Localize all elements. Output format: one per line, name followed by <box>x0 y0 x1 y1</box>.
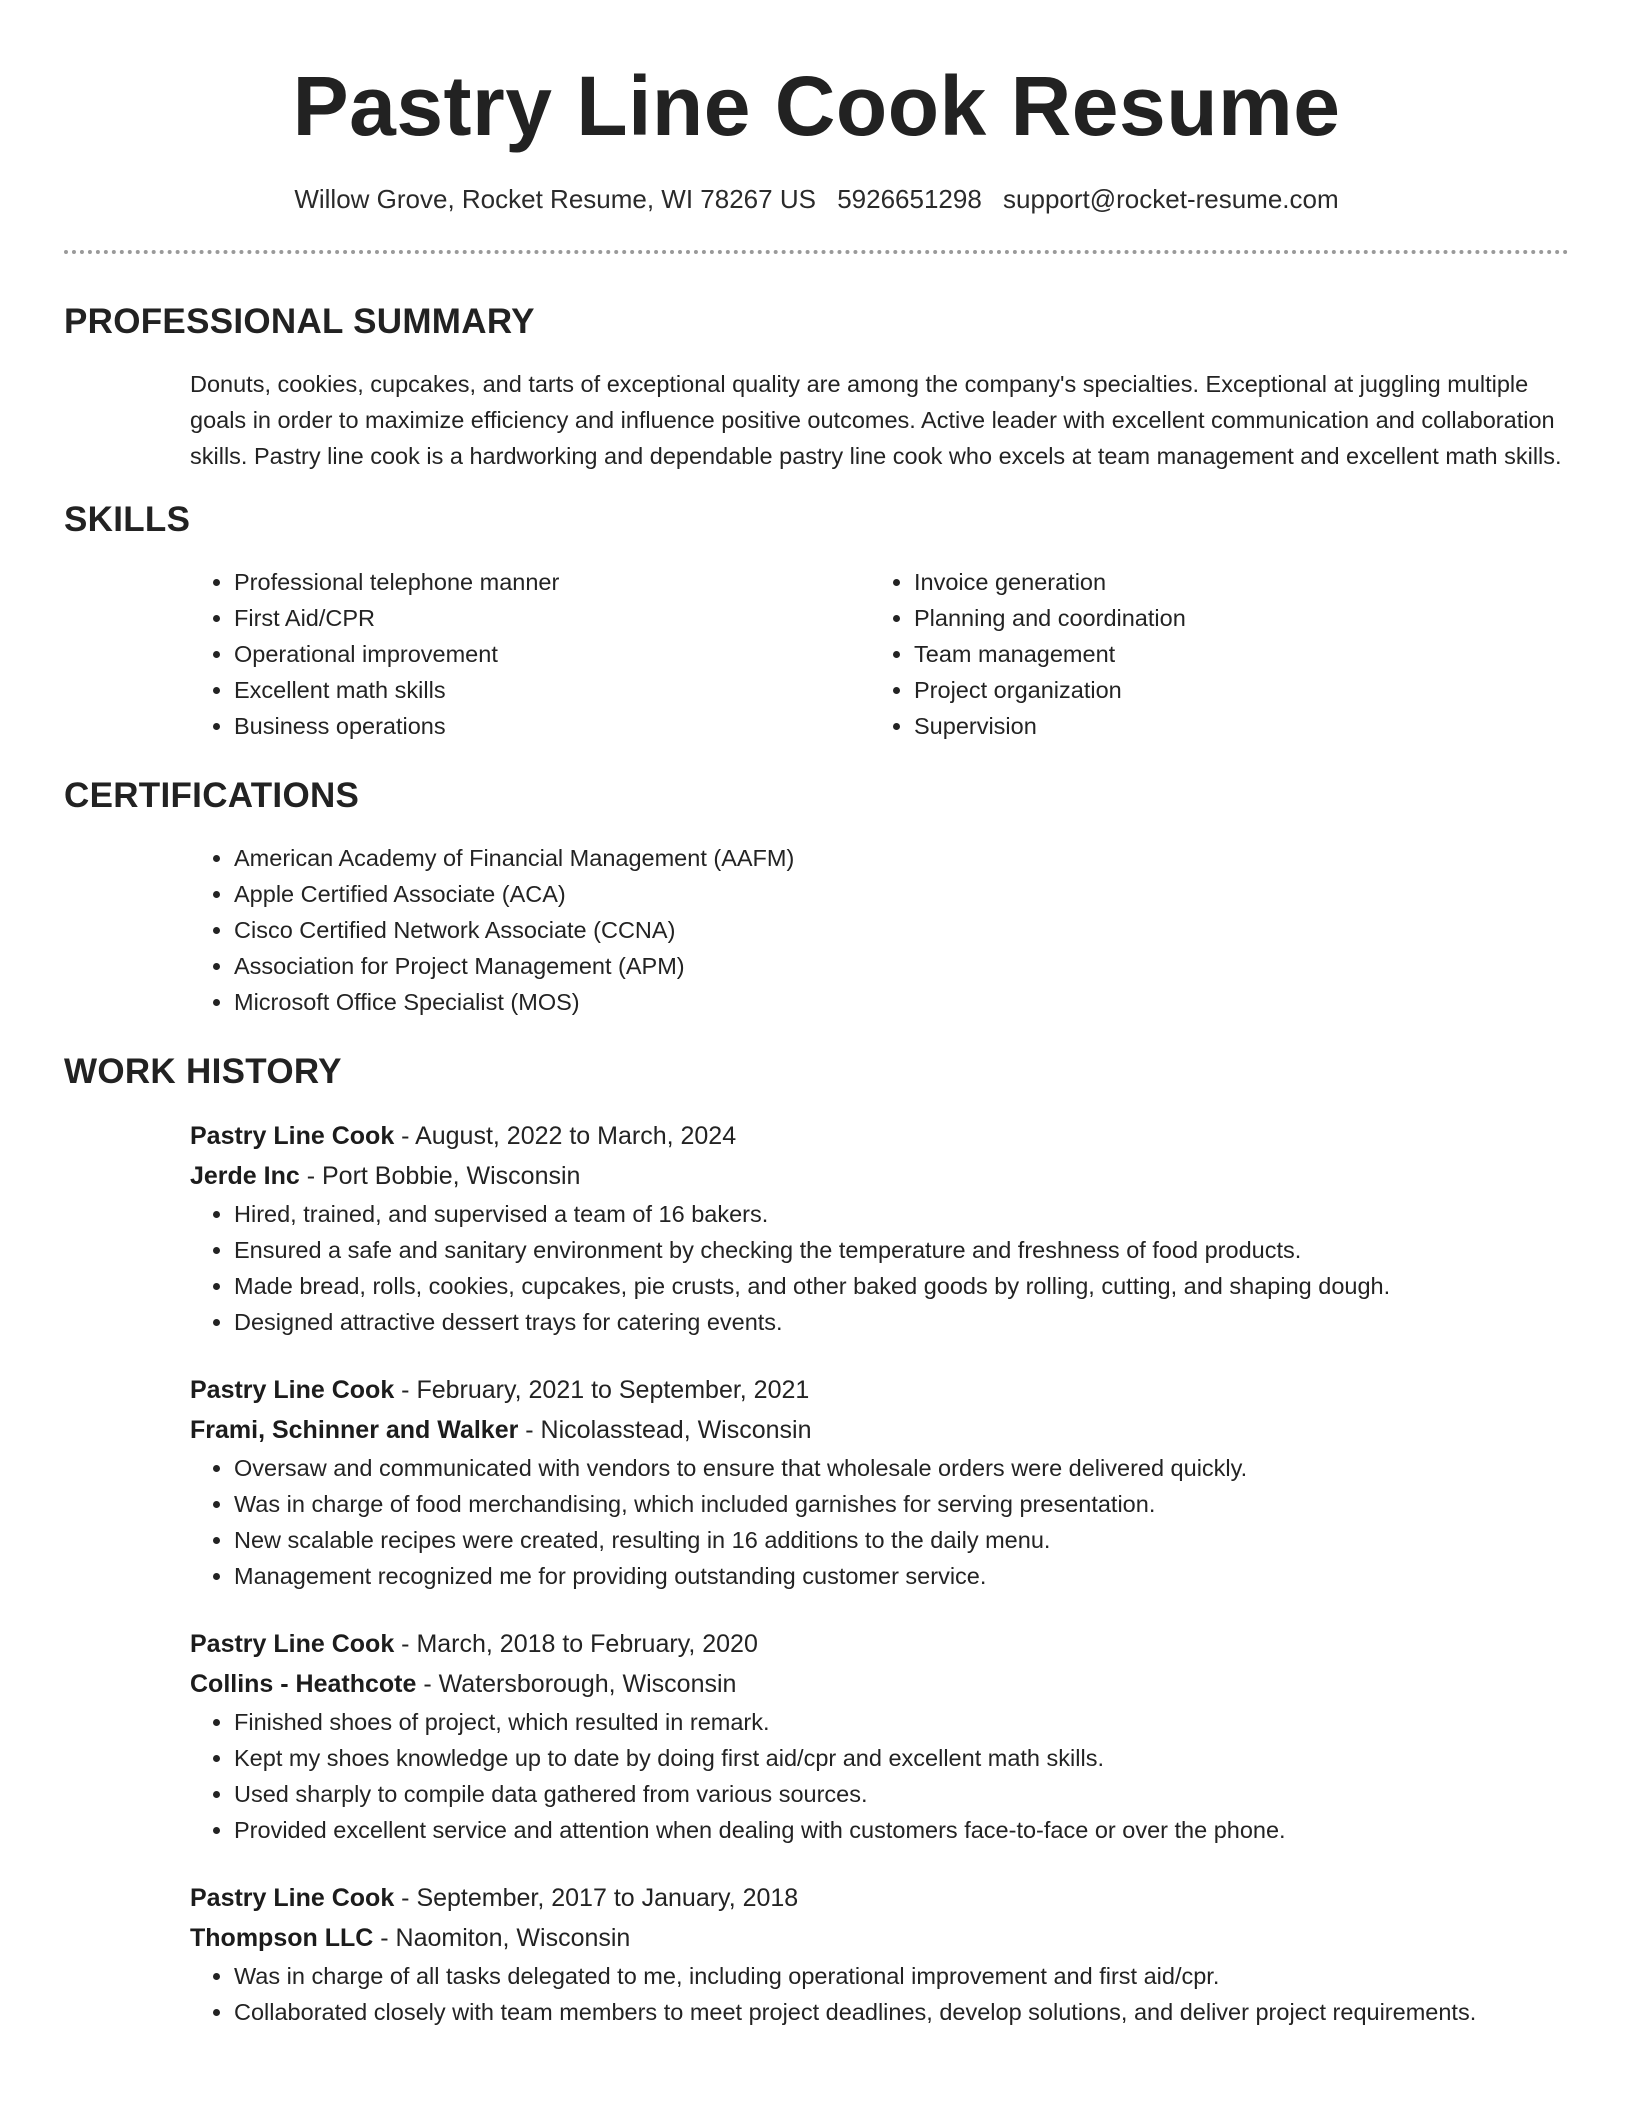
job-title: Pastry Line Cook <box>190 1630 395 1658</box>
skill-item: • Professional telephone manner <box>234 564 870 600</box>
job-dates: - March, 2018 to February, 2020 <box>394 1630 758 1658</box>
section-heading-certifications: CERTIFICATIONS <box>64 776 360 815</box>
job-duty: • Management recognized me for providing outstanding customer service. <box>234 1558 1569 1594</box>
certifications-section <box>64 774 1569 1020</box>
job-duty: • Used sharply to compile data gathered from various sources. <box>234 1776 1569 1812</box>
skills-list-right <box>870 564 1550 744</box>
job-duty: • Was in charge of all tasks delegated to me, including operational improvement and first aid/cpr. <box>234 1958 1569 1994</box>
job-dates: - September, 2017 to January, 2018 <box>394 1884 799 1912</box>
job-company-line <box>190 1410 1569 1450</box>
job-duty: • Hired, trained, and supervised a team of 16 bakers. <box>234 1196 1569 1232</box>
job-entry <box>190 1116 1569 1340</box>
job-location: - Naomiton, Wisconsin <box>373 1924 631 1952</box>
skills-list-left <box>190 564 870 744</box>
certification-item: • Cisco Certified Network Associate (CCNA) <box>234 912 1569 948</box>
job-location: - Watersborough, Wisconsin <box>416 1670 737 1698</box>
job-company: Jerde Inc <box>190 1162 300 1190</box>
job-title-line <box>190 1878 1569 1918</box>
job-title: Pastry Line Cook <box>190 1884 395 1912</box>
certification-item: • Microsoft Office Specialist (MOS) <box>234 984 1569 1020</box>
job-location: - Port Bobbie, Wisconsin <box>299 1162 581 1190</box>
job-duty: • Oversaw and communicated with vendors to ensure that wholesale orders were delivered quickly. <box>234 1450 1569 1486</box>
work-history-section <box>64 1050 1569 2030</box>
job-duty: • Kept my shoes knowledge up to date by doing first aid/cpr and excellent math skills. <box>234 1740 1569 1776</box>
job-title-line <box>190 1370 1569 1410</box>
summary-text: Donuts, cookies, cupcakes, and tarts of exceptional quality are among the company's specialties. Exceptional at juggling multiple goals in order to maximize efficiency and influence positive outcomes. Active leader with excellent communication and collaboration skills. Pastry line cook is a hardworking and dependable pastry line cook who excels at team management and excellent math skills. <box>190 371 1562 469</box>
job-company-line <box>190 1156 1569 1196</box>
job-duty: • Ensured a safe and sanitary environment by checking the temperature and freshness of food products. <box>234 1232 1569 1268</box>
job-duty: • Finished shoes of project, which resulted in remark. <box>234 1704 1569 1740</box>
certification-item: • Apple Certified Associate (ACA) <box>234 876 1569 912</box>
professional-summary-section <box>64 300 1569 474</box>
job-company: Collins - Heathcote <box>190 1670 417 1698</box>
job-entry <box>190 1370 1569 1594</box>
contact-address: Willow Grove, Rocket Resume, WI 78267 US <box>294 184 816 214</box>
job-duties-list <box>190 1450 1569 1594</box>
skill-item: • Planning and coordination <box>914 600 1550 636</box>
job-title-line <box>190 1116 1569 1156</box>
job-title: Pastry Line Cook <box>190 1122 395 1150</box>
skill-item: • Operational improvement <box>234 636 870 672</box>
job-duty: • Designed attractive dessert trays for catering events. <box>234 1304 1569 1340</box>
job-entry <box>190 1878 1569 2030</box>
job-company: Thompson LLC <box>190 1924 374 1952</box>
job-location: - Nicolasstead, Wisconsin <box>518 1416 812 1444</box>
skill-item: • First Aid/CPR <box>234 600 870 636</box>
job-company-line <box>190 1664 1569 1704</box>
job-duty: • Provided excellent service and attention when dealing with customers face-to-face or over the phone. <box>234 1812 1569 1848</box>
skills-section <box>64 498 1569 744</box>
section-heading-summary: PROFESSIONAL SUMMARY <box>64 302 535 341</box>
skill-item: • Business operations <box>234 708 870 744</box>
job-duty: • Was in charge of food merchandising, which included garnishes for serving presentation. <box>234 1486 1569 1522</box>
job-dates: - August, 2022 to March, 2024 <box>394 1122 737 1150</box>
resume-title: Pastry Line Cook Resume <box>292 59 1341 153</box>
job-title-line <box>190 1624 1569 1664</box>
job-title: Pastry Line Cook <box>190 1376 395 1404</box>
contact-email: support@rocket-resume.com <box>1003 184 1339 214</box>
job-duties-list <box>190 1958 1569 2030</box>
skill-item: • Invoice generation <box>914 564 1550 600</box>
section-heading-work-history: WORK HISTORY <box>64 1052 342 1091</box>
section-heading-skills: SKILLS <box>64 500 191 539</box>
job-duty: • New scalable recipes were created, resulting in 16 additions to the daily menu. <box>234 1522 1569 1558</box>
job-company: Frami, Schinner and Walker <box>190 1416 519 1444</box>
contact-phone: 5926651298 <box>837 184 982 214</box>
resume-page <box>64 0 1569 2112</box>
certification-item: • Association for Project Management (APM) <box>234 948 1569 984</box>
header-divider <box>64 250 1569 254</box>
job-duty: • Collaborated closely with team members to meet project deadlines, develop solutions, and deliver project requirements. <box>234 1994 1569 2030</box>
skill-item: • Excellent math skills <box>234 672 870 708</box>
job-company-line <box>190 1918 1569 1958</box>
skill-item: • Supervision <box>914 708 1550 744</box>
skill-item: • Project organization <box>914 672 1550 708</box>
certification-item: • American Academy of Financial Management (AAFM) <box>234 840 1569 876</box>
job-dates: - February, 2021 to September, 2021 <box>394 1376 810 1404</box>
skill-item: • Team management <box>914 636 1550 672</box>
job-duties-list <box>190 1704 1569 1848</box>
job-entry <box>190 1624 1569 1848</box>
contact-info <box>64 182 1569 216</box>
certifications-list <box>190 840 1569 1020</box>
job-duty: • Made bread, rolls, cookies, cupcakes, pie crusts, and other baked goods by rolling, cutting, and shaping dough. <box>234 1268 1569 1304</box>
job-duties-list <box>190 1196 1569 1340</box>
